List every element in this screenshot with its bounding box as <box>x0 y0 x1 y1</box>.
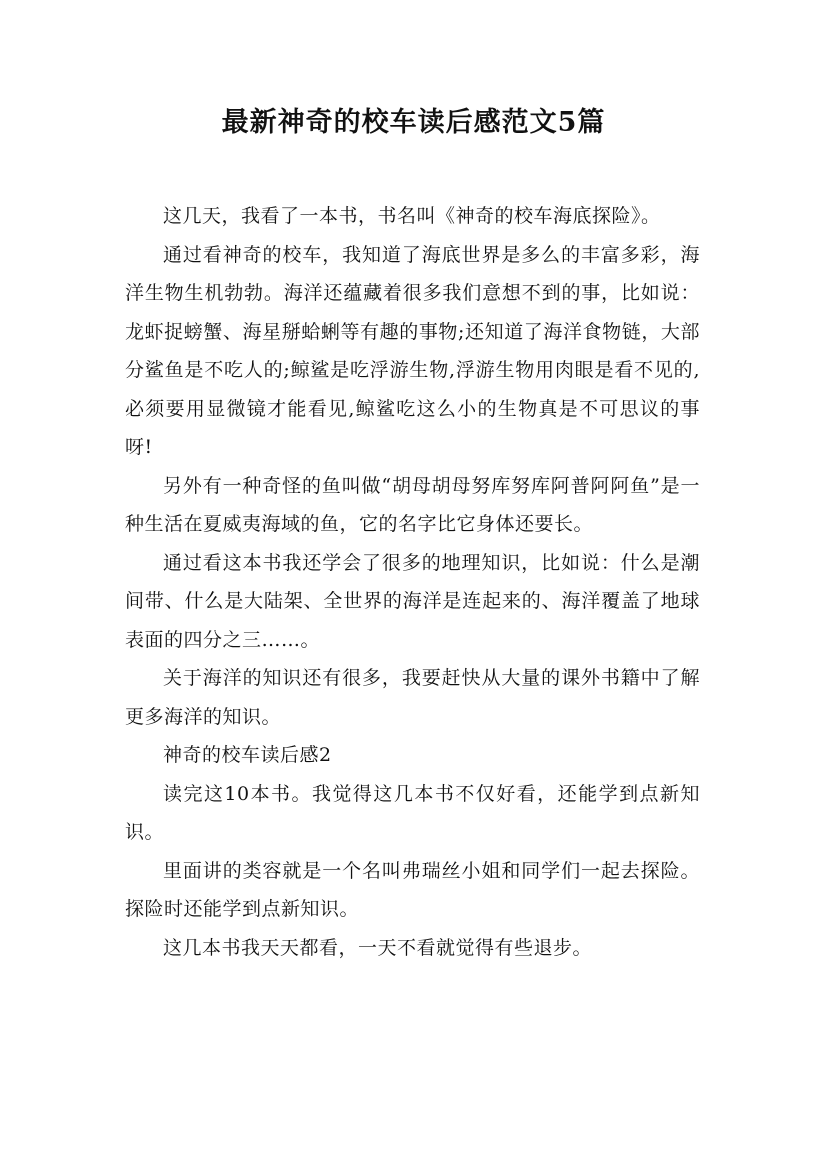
paragraph-4: 通过看这本书我还学会了很多的地理知识，比如说：什么是潮间带、什么是大陆架、全世界的海洋是连起来的、海洋覆盖了地球表面的四分之三……。 <box>125 551 700 651</box>
paragraph-3: 另外有一种奇怪的鱼叫做“胡母胡母努库努库阿普阿阿鱼”是一种生活在夏威夷海域的鱼，它的名字比它身体还要长。 <box>125 474 700 535</box>
section-heading-2: 神奇的校车读后感2 <box>163 744 332 766</box>
paragraph-6: 读完这10本书。我觉得这几本书不仅好看，还能学到点新知识。 <box>125 782 700 843</box>
paragraph-8: 这几本书我天天都看，一天不看就觉得有些退步。 <box>163 936 593 959</box>
paragraph-5: 关于海洋的知识还有很多，我要赶快从大量的课外书籍中了解更多海洋的知识。 <box>125 667 700 728</box>
paragraph-7: 里面讲的类容就是一个名叫弗瑞丝小姐和同学们一起去探险。探险时还能学到点新知识。 <box>125 859 700 920</box>
paragraph-1: 这几天，我看了一本书，书名叫《神奇的校车海底探险》。 <box>163 205 661 227</box>
document-body <box>125 197 700 967</box>
document-title: 最新神奇的校车读后感范文5篇 <box>221 107 606 138</box>
paragraph-2: 通过看神奇的校车，我知道了海底世界是多么的丰富多彩，海洋生物生机勃勃。海洋还蕴藏着很多我们意想不到的事，比如说：龙虾捉螃蟹、海星掰蛤蜊等有趣的事物;还知道了海洋食物链，大部分鲨鱼是不吃人的;鲸鲨是吃浮游生物,浮游生物用肉眼是看不见的,必须要用显微镜才能看见,鲸鲨吃这么小的生物真是不可思议的事呀! <box>125 243 700 458</box>
